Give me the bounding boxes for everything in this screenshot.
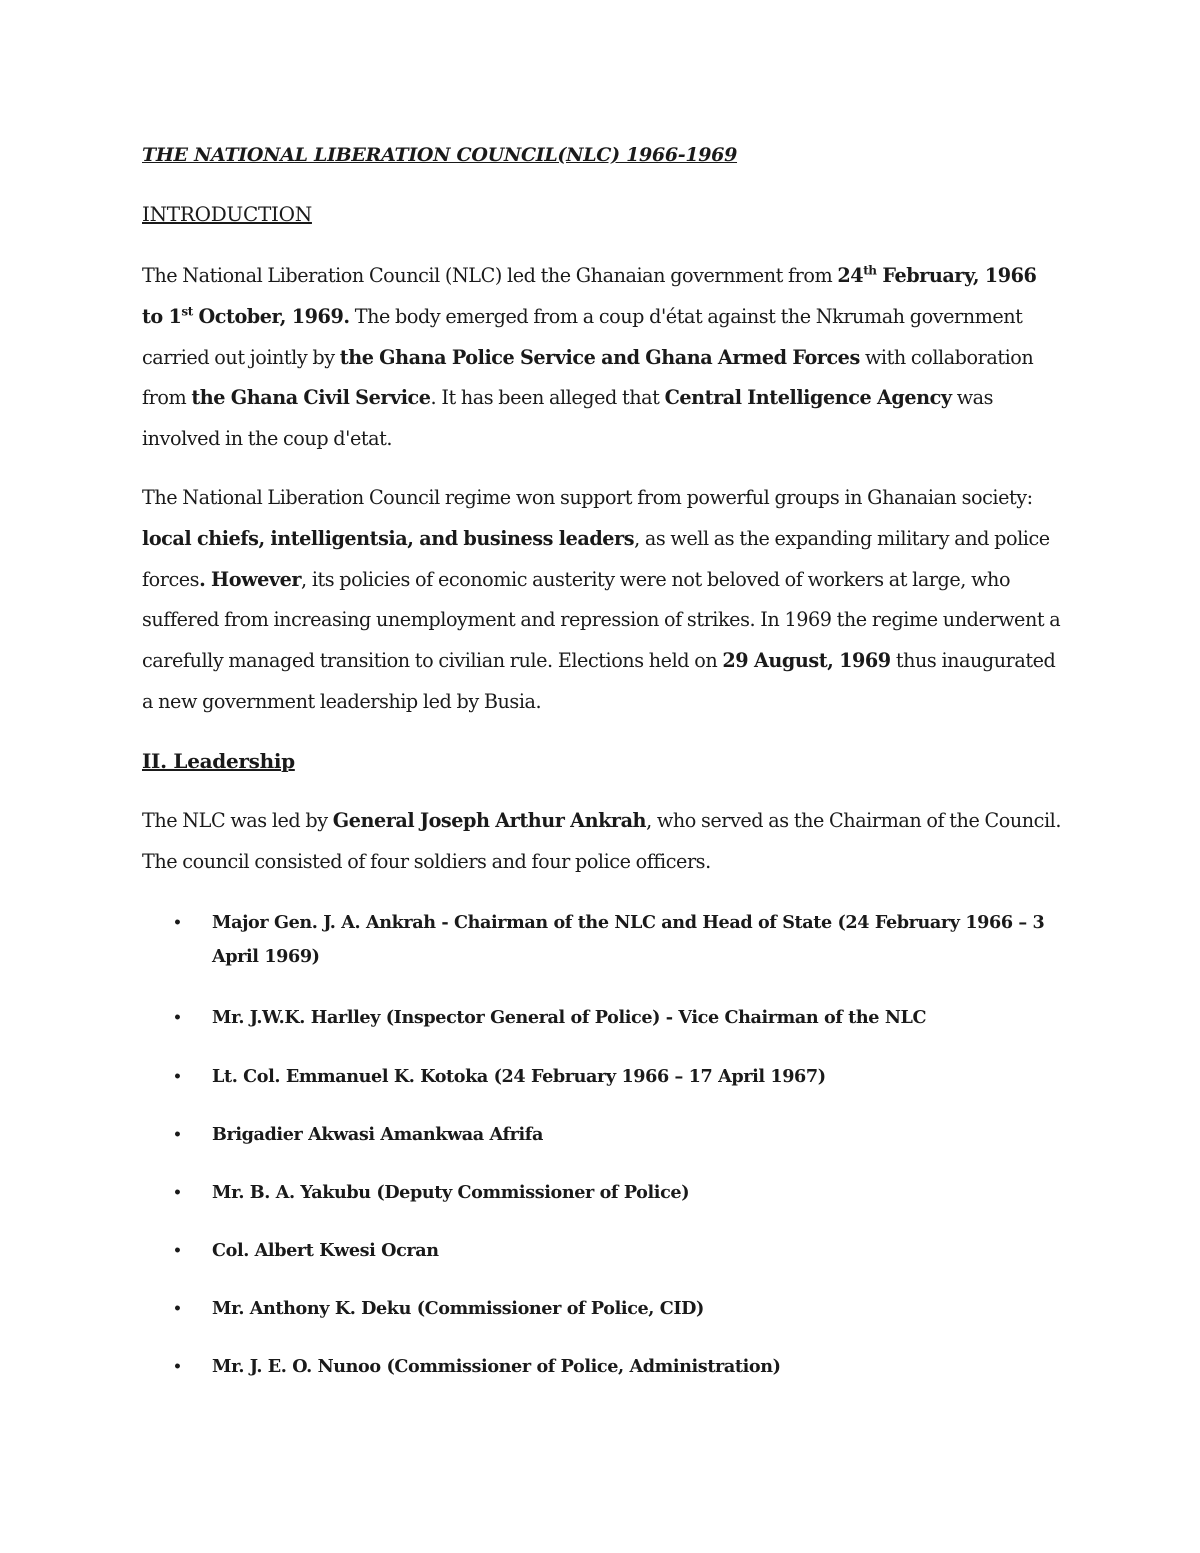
text-run: 24 xyxy=(837,264,864,287)
text-run: The body emerged from a coup d'état against the Nkrumah government carried out jointly by xyxy=(142,304,1023,369)
text-run: thus inaugurated a new government leadership led by Busia. xyxy=(142,649,1056,713)
text-run: , as well as the expanding military and police forces xyxy=(142,526,1050,591)
list-item xyxy=(142,1292,1062,1350)
bullet-icon: • xyxy=(173,1010,182,1026)
bullet-icon: • xyxy=(173,1301,182,1317)
text-run: , who served as the Chairman of the Council. The council consisted of four soldiers and four police officers. xyxy=(142,809,1061,873)
bold-text: 29 August, 1969 xyxy=(722,649,891,673)
member-text: Mr. J.W.K. Harlley (Inspector General of Police) - Vice Chairman of the NLC xyxy=(212,1007,927,1028)
text-run: The NLC was led by xyxy=(142,809,333,832)
bold-text: the Ghana Civil Service xyxy=(191,386,431,410)
bullet-icon: • xyxy=(173,1127,182,1143)
list-item xyxy=(142,1060,1062,1118)
bullet-icon: • xyxy=(173,1243,182,1259)
bullet-icon: • xyxy=(173,1069,182,1085)
member-text: Mr. Anthony K. Deku (Commissioner of Police, CID) xyxy=(212,1298,704,1319)
bold-text: Central Intelligence Agency xyxy=(664,386,952,410)
list-item xyxy=(142,906,1062,1001)
bullet-icon: • xyxy=(173,915,182,931)
list-item xyxy=(142,1234,1062,1292)
council-members-list xyxy=(142,906,1062,1408)
text-run: . It has been alleged that xyxy=(430,386,665,410)
text-run: October, 1969. xyxy=(192,304,350,328)
text-run: The National Liberation Council (NLC) led the Ghanaian government from xyxy=(142,264,838,287)
list-item xyxy=(142,1001,1062,1060)
bold-text: local chiefs, intelligentsia, and business leaders xyxy=(142,526,635,550)
text-run: The National Liberation Council regime won support from powerful groups in Ghanaian society: xyxy=(142,486,1033,509)
member-text: Major Gen. J. A. Ankrah - Chairman of the NLC and Head of State (24 February 1966 – 3 April 1969) xyxy=(212,912,1045,967)
bold-text: the Ghana Police Service and Ghana Armed Forces xyxy=(339,345,860,369)
text-run: , its policies of economic austerity were not beloved of workers at large, who suffered from increasing unemployment and repression of strikes. In 1969 the regime underwent a carefully managed transition to civilian rule. Elections held on xyxy=(142,567,1061,673)
list-item xyxy=(142,1176,1062,1234)
introduction-paragraph-1 xyxy=(142,256,1062,460)
member-text: Lt. Col. Emmanuel K. Kotoka (24 February 1966 – 17 April 1967) xyxy=(212,1066,826,1087)
leadership-paragraph xyxy=(142,801,1062,883)
bullet-icon: • xyxy=(173,1359,182,1375)
list-item xyxy=(142,1350,1062,1408)
document-title: THE NATIONAL LIBERATION COUNCIL(NLC) 1966-1969 xyxy=(142,144,738,166)
list-item xyxy=(142,1118,1062,1176)
bold-text: . However xyxy=(199,567,302,591)
member-text: Brigadier Akwasi Amankwaa Afrifa xyxy=(212,1124,543,1145)
bullet-icon: • xyxy=(173,1185,182,1201)
introduction-heading: INTRODUCTION xyxy=(142,202,312,226)
ordinal-suffix: th xyxy=(863,263,877,278)
text-run: was involved in the coup d'etat. xyxy=(142,386,994,451)
bold-text: General Joseph Arthur Ankrah xyxy=(332,809,647,832)
text-run: February, 1966 to 1 xyxy=(142,264,1037,328)
introduction-paragraph-2 xyxy=(142,478,1062,723)
ordinal-suffix: st xyxy=(181,304,193,319)
leadership-heading: II. Leadership xyxy=(142,749,295,773)
member-text: Mr. J. E. O. Nunoo (Commissioner of Police, Administration) xyxy=(212,1356,781,1377)
member-text: Mr. B. A. Yakubu (Deputy Commissioner of Police) xyxy=(212,1182,690,1203)
member-text: Col. Albert Kwesi Ocran xyxy=(212,1240,439,1261)
text-run: with collaboration from xyxy=(142,345,1034,410)
